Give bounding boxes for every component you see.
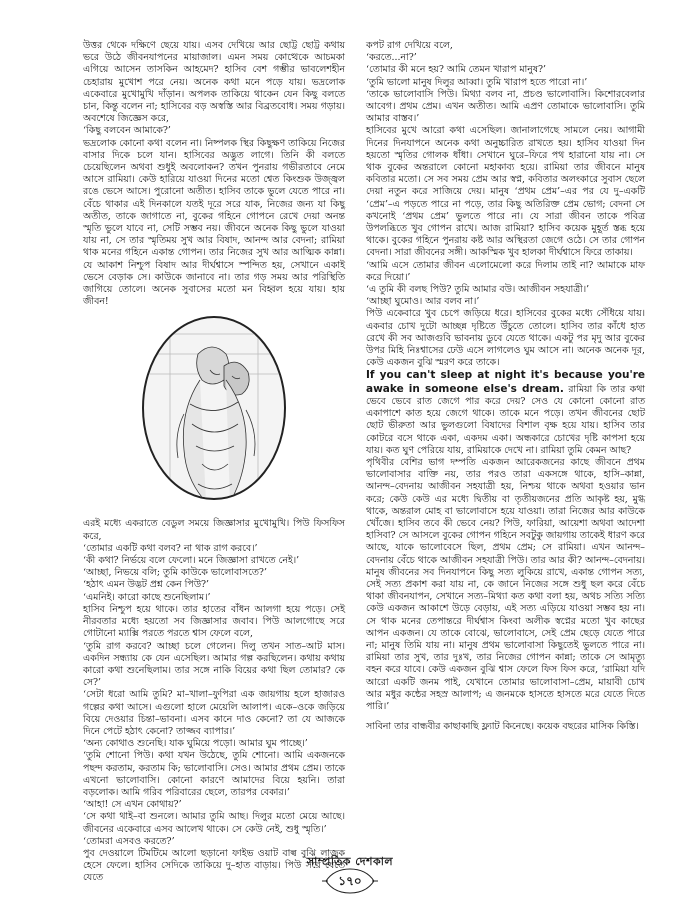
left-text-before [83, 40, 345, 308]
paragraph: ‘আচ্ছা ঘুমোও। আর বলব না।’ [366, 296, 480, 308]
page-number: ১৭০ [338, 874, 362, 888]
after-english-text: রামিয়া কি তার কথা ভেবে ভেবে রাত জেগে পার করে দেয়? সেও যে কোনো কোনো রাত একাপাশে কাত হয়ে জেগে থাকে। তাকে মনে পড়ে। তখন জীবনের ছোট ছোট ভীরুতা আর ভুলগুলো বিষাদের বিশাল বৃক্ষ হয়ে যায়। হাসিব তার কোটরে বসে থাকে একা, একদম একা। অন্ধকারে চোখের দৃষ্টি কাপসা হয়ে যায়। কত ঘুণ পেরিয়ে যায়, রামিয়াকে দেখে না। রামিয়া তুমি কেমন আছ? [366, 383, 645, 456]
right-text-english-paragraph [366, 369, 645, 456]
magazine-name: সাম্প্রতিক দেশকাল [306, 855, 394, 868]
paragraph: ‘এমনিই। কারো কাছে শুনেছিলাম।’ [83, 591, 211, 603]
paragraph: ভদ্রলোক কোনো কথা বলেন না। নিষ্পলক স্থির কিছুক্ষণ তাকিয়ে নিজের বাসার দিকে চলে যান। হাসিবের অদ্ভুত লাগে। তিনি কী বলতে চেয়েছিলেন অথবা শুধুই অবলোকন? তখন পুনরায় গভীরতাবে নেমে আসে রামিয়া। কেউ হারিয়ে যাওয়া দিনের মতো শ্বেত কিংশুক উজ্জ্বল রঙে ভেসে আসে। পুরোনো অতীত। হাসিব তাকে ভুলে যেতে পারে না। বেঁচে থাকার এই দিনকালে যতই দূরে সরে যাক, নিজের জন্য যা কিছু অতীত, তাকে জাগাতে না, বুকের গহিনে গোপনে রেখে দেয়া অনন্ত স্মৃতি ভুলে যাবে না, সেটি সম্ভব নয়। জীবনে অনেক কিছু ভুলে যাওয়া যায় না, সে তার স্মৃতিময় সুখ আর বিষাদ, আনন্দ আর বেদনা; রামিয়া থাক মনের গহিনে একান্ত গোপন। তার নিজের সুখ আর আত্মিক কান্না। যে আকাশ নিশ্চুপ বিষাদ আর দীর্ঘশ্বাসে স্পন্দিত হয়, সেখানে একাই ভেসে বেড়াক সে। কাউকে জানাবে না। তার গড় সময় আর পরিস্থিতি জাগিয়ে তোলে। অনেক সুবাসের মতো মন বিহ্বল হয়ে যায়। হায় জীবন! [83, 137, 345, 308]
paragraph: ‘আচ্ছা, নিভয়ে বলি; তুমি কাউকে ভালোবাসতে?’ [83, 567, 267, 579]
paragraph: কপট রাগ দেখিয়ে বলে, [366, 40, 453, 51]
paragraph: ‘তাকে ভালোবাসি পিউ। মিথ্যা বলব না, প্রচণ্ড ভালোবাসি। কিশোরবেলার আবেগ। প্রথম প্রেম। এখন অতীত। আমি এপ্রণ তোমাকে ভালোবাসি। তুমি আমার বাস্তব।’ [366, 88, 645, 125]
paragraph: ‘তোমার একটি কথা বলব? না থাক রাগ করবে।’ [83, 542, 258, 554]
paragraph: ‘তোমার কী মনে হয়? আমি তেমন খারাপ মানুষ?’ [366, 64, 547, 76]
paragraph: ‘তোমরা এসবও করতে?’ [83, 835, 175, 847]
paragraph: ‘তুমি ভালো মানুষ দিলুর আব্বা। তুমি খারাপ হতে পারো না।’ [366, 76, 588, 88]
paragraph: ‘আমি এসে তোমার জীবন এলোমেলো করে দিলাম তাই না? আমাকে মাফ করে দিয়ো।’ [366, 259, 645, 283]
couple-embrace-illustration [140, 314, 288, 502]
paragraph: ‘হঠাৎ এমন উদ্ভট প্রশ্ন কেন পিউ?’ [83, 579, 209, 591]
right-text-part-2 [366, 457, 645, 713]
paragraph: ‘কী কথা? নির্ভয়ে বলে ফেলো। মনে জিজ্ঞাসা রাখতে নেই।’ [83, 555, 300, 567]
illustration-area [83, 314, 345, 514]
paragraph: ‘কিছু বলবেন আমাকে?’ [83, 125, 171, 137]
paragraph: ‘তুমি শোনো পিউ। কথা যখন উঠেছে, তুমি শোনো। আমি একজনকে পছন্দ করতাম, করতাম কি; ভালোবাসি। সেও। আমার প্রথম প্রেম। তাকে এখনো ভালোবাসি। কোনো কারণে আমাদের বিয়ে হয়নি। তারা বড়লোক। আমি গরিব পরিবারের ছেলে, তারপর বেকার।’ [83, 750, 345, 798]
left-column [83, 40, 345, 885]
paragraph: উত্তর থেকে দক্ষিণে ছেয়ে যায়। এসব দেখিয়ে আর ছোট্ট ছোট্ট কথায় ভরে উঠে জীবনযাপনের মায়াজাল। এমন সময় কোত্থেকে আচমকা এগিয়ে আসেন তাসকিন আহমেদ? হাসিব বেশ গম্ভীর ভাবলেশহীন চেহারায় মুখোশ পরে নেয়। অনেক কথা মনে পড়ে যায়। ভদ্রলোক একেবারে মুখোমুখি দাঁড়ান। অপলক তাকিয়ে থাকেন যেন কিছু বলতে চান, কিন্তু বলেন না; হাসিবের বড় অস্বস্তি আর বিব্রতবোধ। সময় গড়ায়। অবশেষে জিজ্ঞেস করে, [83, 40, 345, 125]
paragraph: ‘তুমি রাগ করবে? আচ্ছা চলে গেলেন। দিলু তখন সাত–আট মাস। একদিন সন্ধ্যায় কে যেন এসেছিল। আমার গল্প করছিলেন। কথায় কথায় কারো কথা শুনেছিলাম। তার সঙ্গে নাকি বিয়ের কথা ছিল তোমার? কে সে?’ [83, 640, 345, 689]
paragraph: হাসিবের মুখে আরো কথা এসেছিল। জানালাগেছে সামলে নেয়। আগামী দিনের দিনযাপনে অনেক কথা অনুচ্চারিত রাখতে হয়। হাসিব যাওয়া দিন হয়তো স্মৃতির গোলক ধাঁধা। সেখানে ঘুরে–ফিরে পথ হারানো যায় না। সে থাক বুকের অন্তরালে কোনো মহাকাব্য হয়ে। রামিয়া তার জীবনে মানুষ কবিতার মতো। সে সব সময় প্রেম আর স্বপ্ন, কবিতার অলংকারে সুবাস ছেলে দেয়া নতুন করে সাজিয়ে দেয়। মানুষ ‘প্রথম প্রেম’–এর পর যে দু–একটি ‘প্রেম’–এ পড়তে পারে না পড়ে, তার কিছু অতিরিক্ত প্রেম ভোগ; বেদনা সে কখনোই ‘প্রথম প্রেম’ ভুলতে পারে না। যে সারা জীবন তাকে পবিত্র উপলব্ধিতে খুব গোপন রাখে। আজ রামিয়া? হাসিব কয়েক মুহূর্ত স্তব্ধ হয়ে থাকে। বুকের গহিনে পুনরায় কষ্ট আর অস্থিরতা জেগে ওঠে। সে তার গোপন বেদনা। সারা জীবনের সঙ্গী। আকস্মিক খুব হালকা দীর্ঘশ্বাসে ফিরে তাকায়। [366, 125, 645, 259]
right-text-part-1 [366, 40, 645, 369]
paragraph: ‘এ তুমি কী বলছ পিউ? তুমি আমার বউ। আজীবন সহযাত্রী।’ [366, 284, 590, 296]
left-text-after [83, 518, 345, 884]
paragraph: ‘সেটা ধরো আমি তুমি? মা–খালা–ফুপিরা এক জায়গায় হলে হাজারও গল্পের কথা আসে। এগুলো হালে মেয়েলি আলাপ। একে–ওকে জড়িয়ে বিয়ে দেওয়ার চিন্তা–ভাবনা। এসব কানে দাও কেনো? তা যে আজকে দিনে পেটে হঠাৎ কেনো? তাজ্জব ব্যাপার।’ [83, 689, 345, 737]
paragraph: ‘সে কথা থাই–বা শুনলে। আমার তুমি আছ। দিলুর মতো মেয়ে আছে। জীবনের একেবারে এসব আলেখ থাকে। সে কেউ নেই, শুধু স্মৃতি।’ [83, 811, 345, 835]
paragraph: ‘করতে...না?’ [366, 52, 417, 64]
english-quote: If you can't sleep at night it's because you're awake in someone else's dream. [366, 369, 645, 395]
paragraph: এরই মধ্যে একরাতে বেডুল সময়ে জিজ্ঞাসার মুখোমুখি। পিউ ফিসফিস করে, [83, 518, 345, 542]
paragraph: পুব দেওয়ালে টিমটিমে আলো ছড়ানো ফাইভ ওয়াট বাল্ব বুঝি লাজুক হেসে ফেলে। হাসিব সেদিকে তাকিয়ে দু–হাত বাড়ায়। পিউ সরে যেতে যেতে [83, 847, 345, 884]
paragraph: ‘অন্য কোথাও শুনেছি। যাক ঘুমিয়ে পড়ো। আমার ঘুম পাচ্ছে।’ [83, 738, 308, 750]
paragraph: পৃথিবীর বেশির ভাগ দম্পতি একজন আরেকজনের কাছে জীবনে প্রথম ভালোবাসার বাক্তি নয়, তার পরও তারা একসঙ্গে থাকে, হাসি–কান্না, আনন্দ–বেদনায় আজীবন সহযাত্রী হয়, নিশ্চয় থাকে অথবা হওয়ার ভান করে; কেউ কেউ এর মধ্যে দ্বিতীয় বা তৃতীয়জনের প্রতি আকৃষ্ট হয়, মুগ্ধ থাকে, অন্তরাল মোহ বা ভালোবাসে হয়ে যাওয়া। তারা নিজের আর কাউকে খোঁজে। হাসিব তবে কী ভেবে নেয়? পিউ, ফারিয়া, আয়েশা অথবা আদেশা হাসিবা? সে আসলে বুকের গোপন গহিনে সবটুকু জায়গায় তাকেই ধারণ করে আছে, যাকে ভালোবেসে ছিল, প্রথম প্রেম; সে রামিয়া। এখন আনন্দ–বেদনায় বেঁচে থাকে আজীবন সহযাত্রী পিউ। তার আর কী? আনন্দ–বেদনায়। মানুষ জীবনের সব দিনযাপনে কিছু সত্য লুকিয়ে রাখে, একান্ত গোপন সত্য, সেই সত্য প্রকাশ করা যায় না, কে জানে নিজের সঙ্গে শুধু ছল করে বেঁচে থাকা জীবনযাপন, সেখানে সত্য–মিথ্যা কত কথা বলা হয়, অথচ সত্যি সত্যি কেউ একজন আকাশে উড়ে বেড়ায়, এই সত্য এড়িয়ে যাওয়া সম্ভব হয় না। সে থাক মনের তেপান্তরে দীর্ঘশ্বাস কিংবা অলীক স্বপ্নের মতো খুব কাছের আপন একজন। যে তাকে বোঝে, ভালোবাসে, সেই প্রেম ছেড়ে যেতে পারে না; মানুষ তিমি যায় না। মানুষ প্রথম ভালোবাসা কিছুতেই ভুলতে পারে না। রামিয়া তার সুখ, তার দুঃখ, তার নিজের গোপন কান্না; তাকে সে আমৃত্যু বহন করে যাবে। কেউ একজন বুঝি শ্বাস ফেলে ফিস ফিস করে, ‘রামিয়া যদি আরো একটি জনম পাই, যেখানে তোমার ভালোবাসা–প্রেম, মায়াবী চোখ আর মধুর কন্ঠের সহস্র আলাপ; এ জনমকে হাসতে হাসতে মরে যেতে দিতে পারি।’ [366, 456, 645, 712]
right-column [366, 40, 645, 733]
paragraph: ‘আহা! সে এখন কোথায়?’ [83, 799, 182, 811]
final-line: সাবিনা তার বান্ধবীর কাছাকাছি ফ্ল্যাট কিনেছে। কয়েক বছরের মাসিক কিস্তি। [366, 721, 639, 733]
paragraph: পিউ একেবারে খুব চেপে জড়িয়ে ধরে। হাসিবের বুকের মধ্যে সেঁধিয়ে যায়। একবার চোখ দুটো আচ্ছন্ন দৃষ্টিতে উঁচুতে তোলে। হাসিব তার কাঁধে হাত রেখে কী সব আজগুবি ভাবনায় ডুবে যেতে থাকে। একটু পর মৃদু আর বুকের উপর মিহি নিঃশ্বাসের ঢেউ এসে লাগলেও ঘুম আসে না। অনেক অনেক দূর, কেউ একজন বুঝি স্মরণ করে তাকে। [366, 308, 645, 369]
paragraph: হাসিব নিশ্চুপ হয়ে থাকে। তার হাতের বাঁধন আলগা হয়ে পড়ে। সেই নীরবতার মধ্যে হয়তো সব জিজ্ঞাসার জবাব। পিউ আলগোছে সরে গোটানো ম্যাক্সি পরতে পরতে শ্বাস ফেলে বলে, [83, 603, 345, 640]
